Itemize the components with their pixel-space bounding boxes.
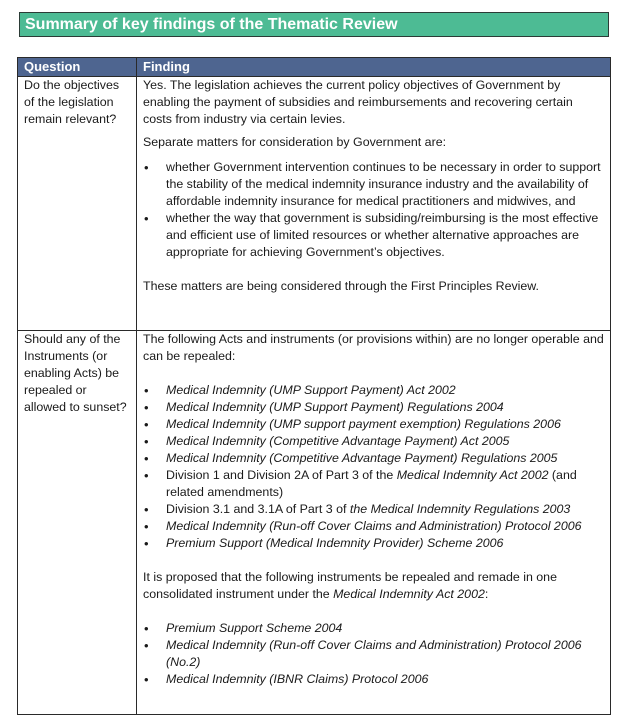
finding-cell xyxy=(137,77,611,331)
list-item: • whether the way that government is subsiding/reimbursing is the most effective and efficient use of limited resources or whether alternative approaches are appropriate for achieving Government’s objectives. xyxy=(143,210,604,261)
provision-text: Division 3.1 and 3.1A of Part 3 of xyxy=(166,502,350,516)
repeal-list xyxy=(143,382,604,552)
finding-separate-matters: Separate matters for consideration by Government are: xyxy=(143,135,447,149)
instrument-name: Medical Indemnity Act 2002 xyxy=(333,587,485,601)
section-title: Summary of key findings of the Thematic Review xyxy=(19,12,609,37)
instrument-name: the Medical Indemnity Regulations 2003 xyxy=(349,502,571,516)
list-item xyxy=(143,501,604,518)
table-header-row xyxy=(18,58,611,77)
list-item xyxy=(143,467,604,501)
instrument-name: Premium Support Scheme 2004 xyxy=(166,621,343,635)
considerations-list xyxy=(143,159,604,261)
list-item: • whether Government intervention continues to be necessary in order to support the stability of the medical indemnity insurance industry and the availability of affordable indemnity insurance for medical practitioners and midwives, and xyxy=(143,159,604,210)
instrument-name: Medical Indemnity (UMP support payment exemption) Regulations 2006 xyxy=(166,417,561,431)
remake-intro xyxy=(143,569,604,603)
findings-table xyxy=(17,57,611,715)
list-item xyxy=(143,671,604,688)
table-row xyxy=(18,77,611,331)
finding-cell xyxy=(137,331,611,715)
instrument-name: Medical Indemnity (UMP Support Payment) Regulations 2004 xyxy=(166,400,504,414)
list-item xyxy=(143,382,604,399)
list-item xyxy=(143,450,604,467)
finding-intro: Yes. The legislation achieves the current policy objectives of Government by enabling the payment of subsidies and reimbursements and recovering certain costs from industry via certain levies. xyxy=(143,78,573,126)
list-item xyxy=(143,535,604,552)
instrument-name: Medical Indemnity (Run-off Cover Claims and Administration) Protocol 2006 xyxy=(166,519,582,533)
column-header-finding: Finding xyxy=(137,58,611,77)
list-item xyxy=(143,399,604,416)
instrument-name: Medical Indemnity (Competitive Advantage Payment) Regulations 2005 xyxy=(166,451,558,465)
instrument-name: Premium Support (Medical Indemnity Provider) Scheme 2006 xyxy=(166,536,504,550)
remake-list xyxy=(143,620,604,688)
spacer xyxy=(143,261,604,278)
finding-intro: The following Acts and instruments (or provisions within) are no longer operable and can be repealed: xyxy=(143,332,604,363)
spacer xyxy=(143,552,604,569)
list-item xyxy=(143,518,604,535)
instrument-name: Medical Indemnity Act 2002 xyxy=(396,468,549,482)
question-cell: Do the objectives of the legislation remain relevant? xyxy=(18,77,137,331)
finding-closing: These matters are being considered through the First Principles Review. xyxy=(143,279,540,293)
list-item xyxy=(143,433,604,450)
list-item xyxy=(143,620,604,637)
column-header-question: Question xyxy=(18,58,137,77)
spacer xyxy=(143,365,604,382)
list-item xyxy=(143,637,604,671)
instrument-name: Medical Indemnity (Run-off Cover Claims and Administration) Protocol 2006 (No.2) xyxy=(166,638,582,669)
instrument-name: Medical Indemnity (Competitive Advantage Payment) Act 2005 xyxy=(166,434,510,448)
remake-intro-text: : xyxy=(484,587,489,601)
list-item xyxy=(143,416,604,433)
provision-text: (and related amendments) xyxy=(166,468,577,499)
question-cell: Should any of the Instruments (or enabling Acts) be repealed or allowed to sunset? xyxy=(18,331,137,715)
spacer xyxy=(143,603,604,620)
table-row xyxy=(18,331,611,715)
instrument-name: Medical Indemnity (IBNR Claims) Protocol 2006 xyxy=(166,672,429,686)
provision-text: Division 1 and Division 2A of Part 3 of the xyxy=(166,468,397,482)
instrument-name: Medical Indemnity (UMP Support Payment) Act 2002 xyxy=(166,383,456,397)
remake-intro-text: It is proposed that the following instruments be repealed and remade in one consolidated instrument under the xyxy=(143,570,557,601)
